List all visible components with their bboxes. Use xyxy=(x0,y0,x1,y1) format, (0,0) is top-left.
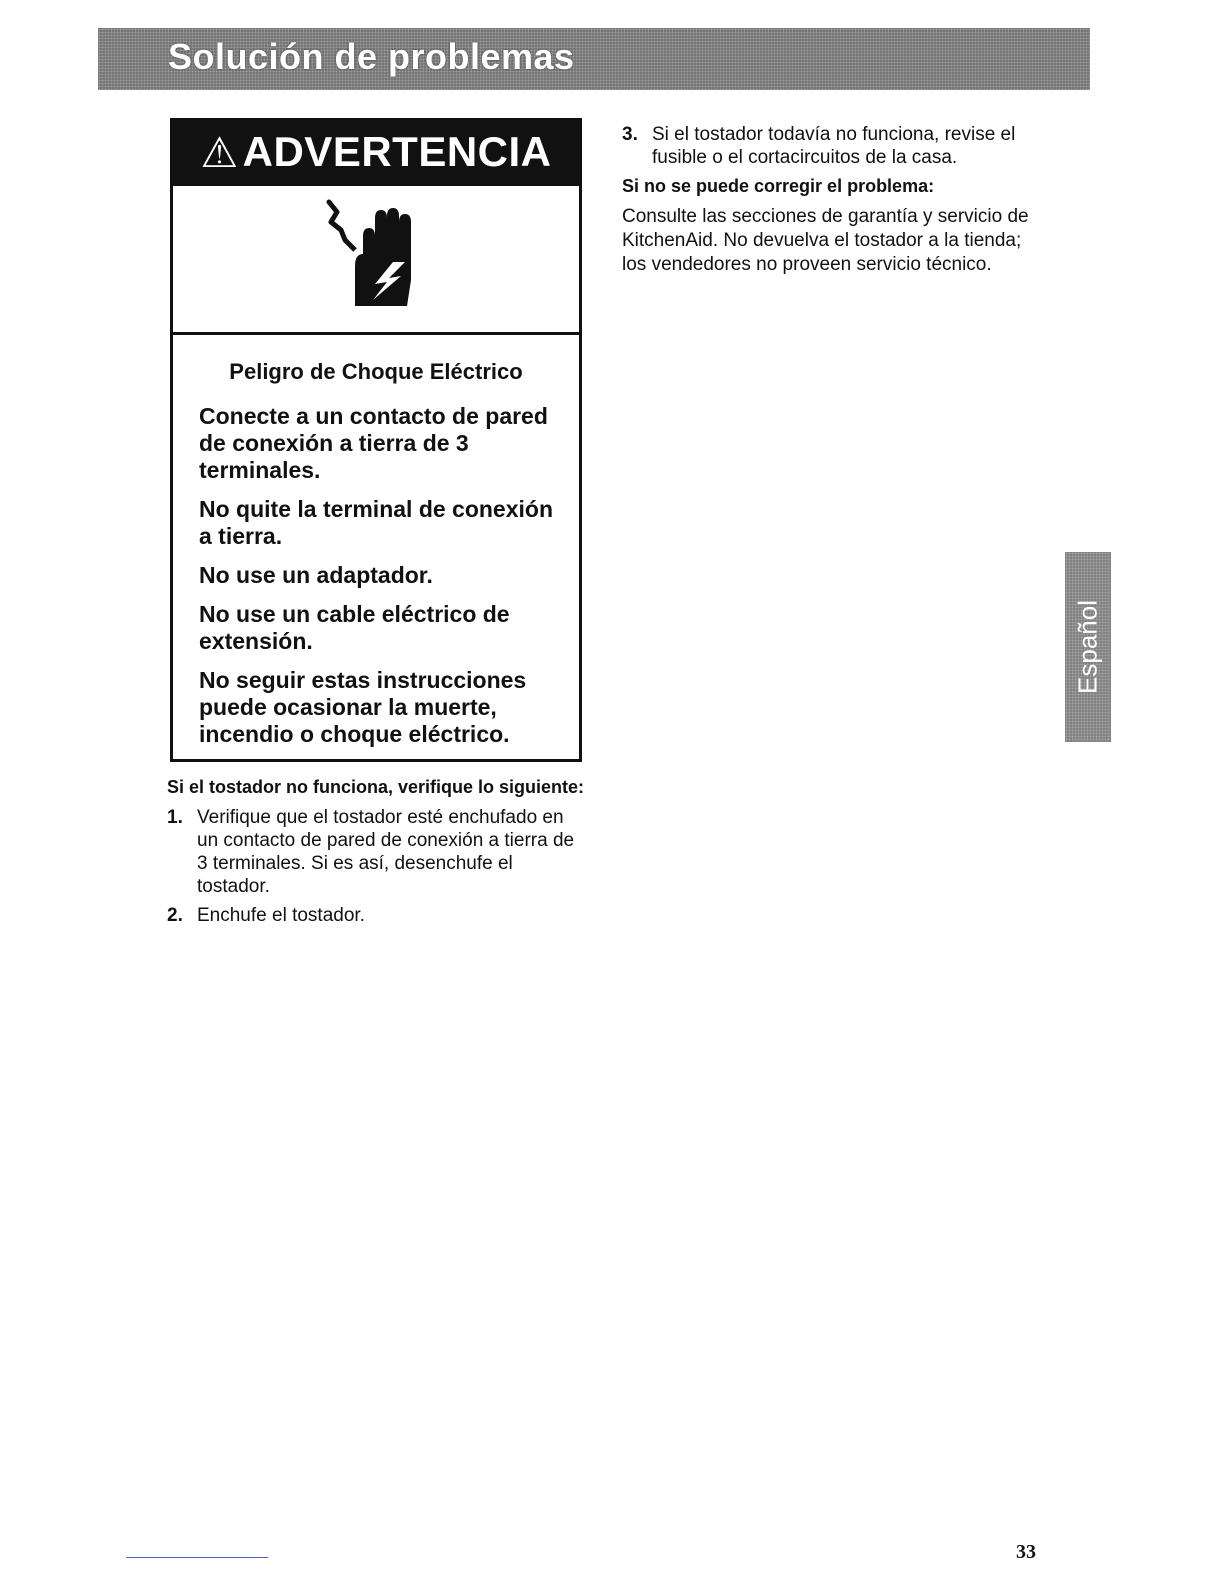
warning-line: No seguir estas instrucciones puede ocasionar la muerte, incendio o choque eléctrico. xyxy=(199,667,527,747)
hazard-pictogram xyxy=(173,186,579,335)
step-text: Si el tostador todavía no funciona, revise el fusible o el cortacircuitos de la casa. xyxy=(652,124,1016,168)
electric-shock-hand-icon xyxy=(311,196,441,322)
left-column xyxy=(167,776,587,933)
service-paragraph: Consulte las secciones de garantía y servicio de KitchenAid. No devuelva el tostador a la tienda; los vendedores no proveen servicio técnico. xyxy=(622,206,1029,275)
step-number: 3. xyxy=(622,124,638,145)
language-tab-label: Español xyxy=(1072,600,1103,694)
warning-line: No use un adaptador. xyxy=(199,562,433,588)
warning-heading: Peligro de Choque Eléctrico xyxy=(229,359,523,384)
step-number: 1. xyxy=(167,807,183,828)
warning-line: No quite la terminal de conexión a tierra. xyxy=(199,496,554,549)
warning-line: No use un cable eléctrico de extensión. xyxy=(199,601,510,654)
page-number: 33 xyxy=(1016,1541,1036,1563)
footer-rule xyxy=(126,1557,268,1558)
language-tab xyxy=(1065,552,1111,742)
list-item xyxy=(622,123,1042,169)
page-title: Solución de problemas xyxy=(168,36,575,77)
right-column xyxy=(622,123,1042,277)
section-header-bar xyxy=(98,28,1090,90)
unresolved-heading: Si no se puede corregir el problema: xyxy=(622,176,935,196)
warning-box xyxy=(170,118,582,762)
warning-triangle-icon: ⚠ xyxy=(200,128,239,176)
step-text: Enchufe el tostador. xyxy=(197,905,365,926)
warning-line: Conecte a un contacto de pared de conexión a tierra de 3 terminales. xyxy=(199,403,548,483)
warning-banner-label: ADVERTENCIA xyxy=(242,128,552,175)
troubleshoot-heading: Si el tostador no funciona, verifique lo siguiente: xyxy=(167,777,585,797)
list-item xyxy=(167,806,587,898)
list-item xyxy=(167,904,587,927)
step-text: Verifique que el tostador esté enchufado en un contacto de pared de conexión a tierra de 3 terminales. Si es así, desenchufe el tostador. xyxy=(197,807,575,897)
warning-banner xyxy=(173,121,579,186)
step-number: 2. xyxy=(167,905,183,926)
